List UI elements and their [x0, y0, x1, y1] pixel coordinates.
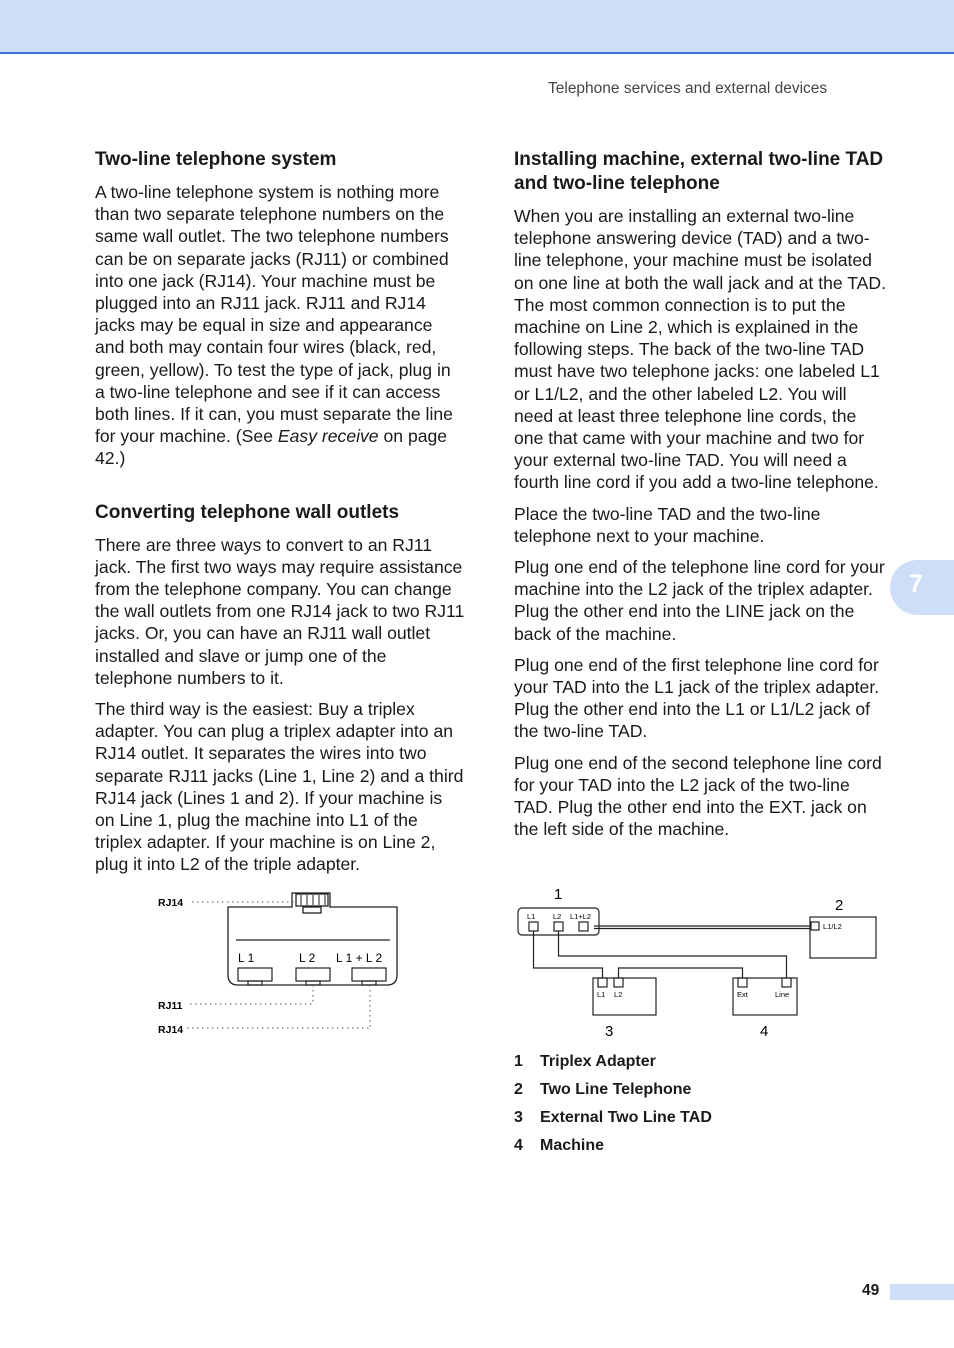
paragraph-converting-2: The third way is the easiest: Buy a triplex adapter. You can plug a triplex adapter into an RJ14 outlet. It separates the wires into two separate RJ11 jacks (Line 1, Line 2) and a third RJ14 jack (Lines 1 and 2). If your machine is on Line 1, plug the machine into L1 of the triplex adapter. If your machine is on Line 2, plug it into L2 of the triple adapter. — [95, 699, 464, 875]
legend-item: 3 External Two Line TAD — [514, 1109, 712, 1126]
paragraph-two-line-system: A two-line telephone system is nothing more than two separate telephone numbers on the same wall outlet. The two telephone numbers can be on separate jacks (RJ11) or combined into one jack (RJ14). Your machine must be plugged into an RJ11 jack. RJ11 and RJ14 jacks may be equal in size and appearance and both may contain four wires (black, red, green, yellow). To test the type of jack, plug in a two-line telephone and see if it can access both lines. If it can, you must separate the line for your machine. (See Easy receive on page 42.) — [95, 182, 453, 469]
diagram-legend — [514, 1052, 712, 1164]
paragraph-installing-2: Place the two-line TAD and the two-line telephone next to your machine. — [514, 503, 821, 546]
legend-item: 2 Two Line Telephone — [514, 1081, 692, 1098]
paragraph-converting-1: There are three ways to convert to an RJ11 jack. The first two ways may require assistance from the telephone company. You can change the wall outlets from one RJ14 jack to two RJ11 jacks. Or, you can have an RJ11 wall outlet installed and slave or jump one of the telephone numbers to it. — [95, 534, 465, 688]
two-line-telephone-box — [810, 917, 876, 958]
page-number: 49 — [862, 1282, 880, 1299]
adapter-port-l2: L2 — [553, 912, 562, 921]
left-column — [95, 148, 465, 885]
bottom-tab — [890, 1284, 954, 1300]
callout-4: 4 — [760, 1023, 769, 1040]
section-title-installing: Installing machine, external two-line TAD and two-line telephone — [514, 149, 884, 194]
legend-item: 4 Machine — [514, 1137, 605, 1154]
right-column — [514, 148, 886, 849]
tad-port-l1: L1 — [597, 990, 606, 999]
section-title-converting-outlets: Converting telephone wall outlets — [95, 501, 400, 523]
chapter-number: 7 — [909, 570, 923, 598]
port-label-l1: L 1 — [238, 951, 255, 965]
telephone-port-l1l2: L1/L2 — [823, 922, 842, 931]
port-label-l1l2: L 1 + L 2 — [336, 951, 383, 965]
port-label-l2: L 2 — [299, 951, 316, 965]
running-header: Telephone services and external devices — [548, 80, 828, 97]
paragraph-installing-4: Plug one end of the first telephone line cord for your TAD into the L1 jack of the triplex adapter. Plug the other end into the L1 or L1/L2 jack of the two-line TAD. — [514, 654, 880, 742]
legend-item: 1 Triplex Adapter — [514, 1053, 656, 1070]
link-easy-receive[interactable]: Easy receive — [277, 426, 379, 447]
chapter-tab — [890, 560, 954, 615]
callout-3: 3 — [605, 1023, 614, 1040]
label-rj14-top: RJ14 — [158, 897, 184, 909]
label-rj11: RJ11 — [158, 1000, 183, 1012]
machine-port-line: Line — [775, 990, 790, 999]
adapter-plug-teeth — [301, 895, 325, 905]
machine-port-ext: Ext — [737, 990, 748, 999]
paragraph-installing-1: When you are installing an external two-line telephone answering device (TAD) and a two-line telephone, your machine must be isolated on one line at both the wall jack and at the TAD. The most common connection is to put the machine on Line 2, which is explained in the following steps. The back of the two-line TAD must have two telephone jacks: one labeled L1 or L1/L2, and the other labeled L2. You will need at least three telephone line cords, the one that came with your machine and two for your external two-line TAD. You will need a fourth line cord if you add a two-line telephone. — [514, 206, 886, 493]
line-cords — [534, 926, 812, 978]
label-rj14-bottom: RJ14 — [158, 1024, 184, 1036]
adapter-jacks — [238, 968, 386, 985]
triplex-adapter-diagram — [150, 885, 410, 1045]
leader-lines — [187, 902, 370, 1028]
adapter-outline — [228, 893, 397, 985]
section-title-two-line-system: Two-line telephone system — [95, 149, 337, 170]
callout-2: 2 — [835, 897, 844, 914]
tad-port-l2: L2 — [614, 990, 623, 999]
adapter-port-l1l2: L1+L2 — [570, 912, 592, 921]
top-banner — [0, 0, 954, 54]
connection-diagram — [514, 880, 884, 1045]
paragraph-installing-3: Plug one end of the telephone line cord for your machine into the L2 jack of the triplex adapter. Plug the other end into the LINE jack on the back of the machine. — [514, 557, 885, 644]
paragraph-installing-5: Plug one end of the second telephone line cord for your TAD into the L2 jack of the two-line TAD. Plug the other end into the EXT. jack on the left side of the machine. — [514, 752, 882, 840]
callout-1: 1 — [554, 886, 563, 903]
adapter-port-l1: L1 — [527, 912, 536, 921]
